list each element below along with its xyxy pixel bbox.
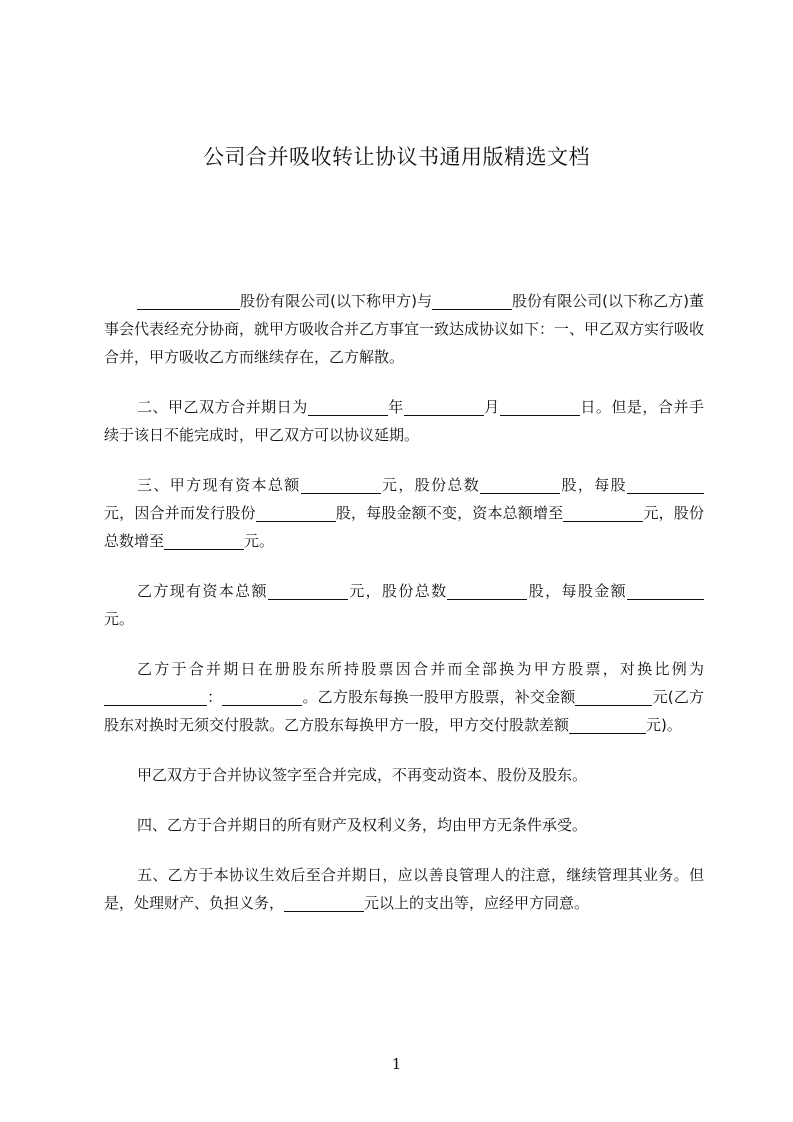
paragraph-text: 股，每股金额不变，资本总额增至 [335,504,564,522]
paragraph-party-a-capital [104,471,704,555]
blank-field [164,533,244,550]
paragraph-text: 元，股份总数 [380,476,481,494]
paragraph-text: 年 [387,398,404,416]
blank-field [284,895,364,912]
paragraph-text: 元，股份总数 [347,582,448,600]
blank-field [575,689,652,706]
blank-field [627,583,704,600]
paragraph-text: 日。但是，合并手续于该日不能完成时，甲乙双方可以协议延期。 [104,398,704,444]
paragraph-text: 元，股份总数增至 [104,504,704,550]
paragraph-text: 月 [483,398,500,416]
blank-field [480,477,560,494]
blank-field [268,583,348,600]
blank-field [308,399,388,416]
paragraph-text: 五、乙方于本协议生效后至合并期日，应以善良管理人的注意，继续管理其业务。但是，处理财产、负担义务， [104,866,704,912]
blank-field [500,399,580,416]
paragraph-text: 元以上的支出等，应经甲方同意。 [364,894,590,912]
paragraph-text: 股份有限公司(以下称乙方)董事会代表经充分协商，就甲方吸收合并乙方事宜一致达成协议如下：一、甲乙双方实行吸收合并，甲方吸收乙方而继续存在，乙方解散。 [104,292,705,366]
paragraph-business-management [104,861,704,917]
paragraph-no-changes: 甲乙双方于合并协议签字至合并完成，不再变动资本、股份及股东。 [137,766,588,784]
blank-field [222,689,302,706]
paragraph-text: 股份有限公司(以下称甲方)与 [240,292,432,310]
paragraph-text: 乙方现有资本总额 [137,582,268,600]
paragraph-merger-parties [104,287,704,371]
document-body [104,287,704,939]
blank-field [563,505,643,522]
blank-field [627,477,704,494]
blank-field [569,717,646,734]
paragraph-assets-transfer: 四、乙方于合并期日的所有财产及权利义务，均由甲方无条件承受。 [137,816,588,834]
blank-field [404,399,484,416]
paragraph-merger-date [104,393,704,449]
blank-field [137,293,240,310]
paragraph-text: 元(乙方股东对换时无须交付股款。乙方股东每换甲方一股，甲方交付股款差额 [104,688,704,734]
paragraph-text: 元，因合并而发行股份 [104,504,256,522]
paragraph-share-exchange [104,655,704,739]
blank-field [432,293,512,310]
paragraph-text: 二、甲乙双方合并期日为 [137,398,308,416]
paragraph-text: ： [207,688,223,706]
paragraph-text: 股，每股 [560,476,627,494]
paragraph-party-b-capital [104,577,704,633]
blank-field [104,689,207,706]
document-title: 公司合并吸收转让协议书通用版精选文档 [203,145,590,169]
page-number: 1 [391,1055,402,1073]
blank-field [447,583,527,600]
paragraph-text: 元。 [104,610,135,628]
blank-field [256,505,336,522]
paragraph-text: 元)。 [646,716,682,734]
paragraph-text: 股，每股金额 [527,582,627,600]
paragraph-text: 。乙方股东每换一股甲方股票，补交金额 [302,688,576,706]
paragraph-text: 乙方于合并期日在册股东所持股票因合并而全部换为甲方股票，对换比例为 [137,660,704,678]
paragraph-text: 三、甲方现有资本总额 [137,476,301,494]
blank-field [301,477,381,494]
paragraph-text: 元。 [244,532,275,550]
